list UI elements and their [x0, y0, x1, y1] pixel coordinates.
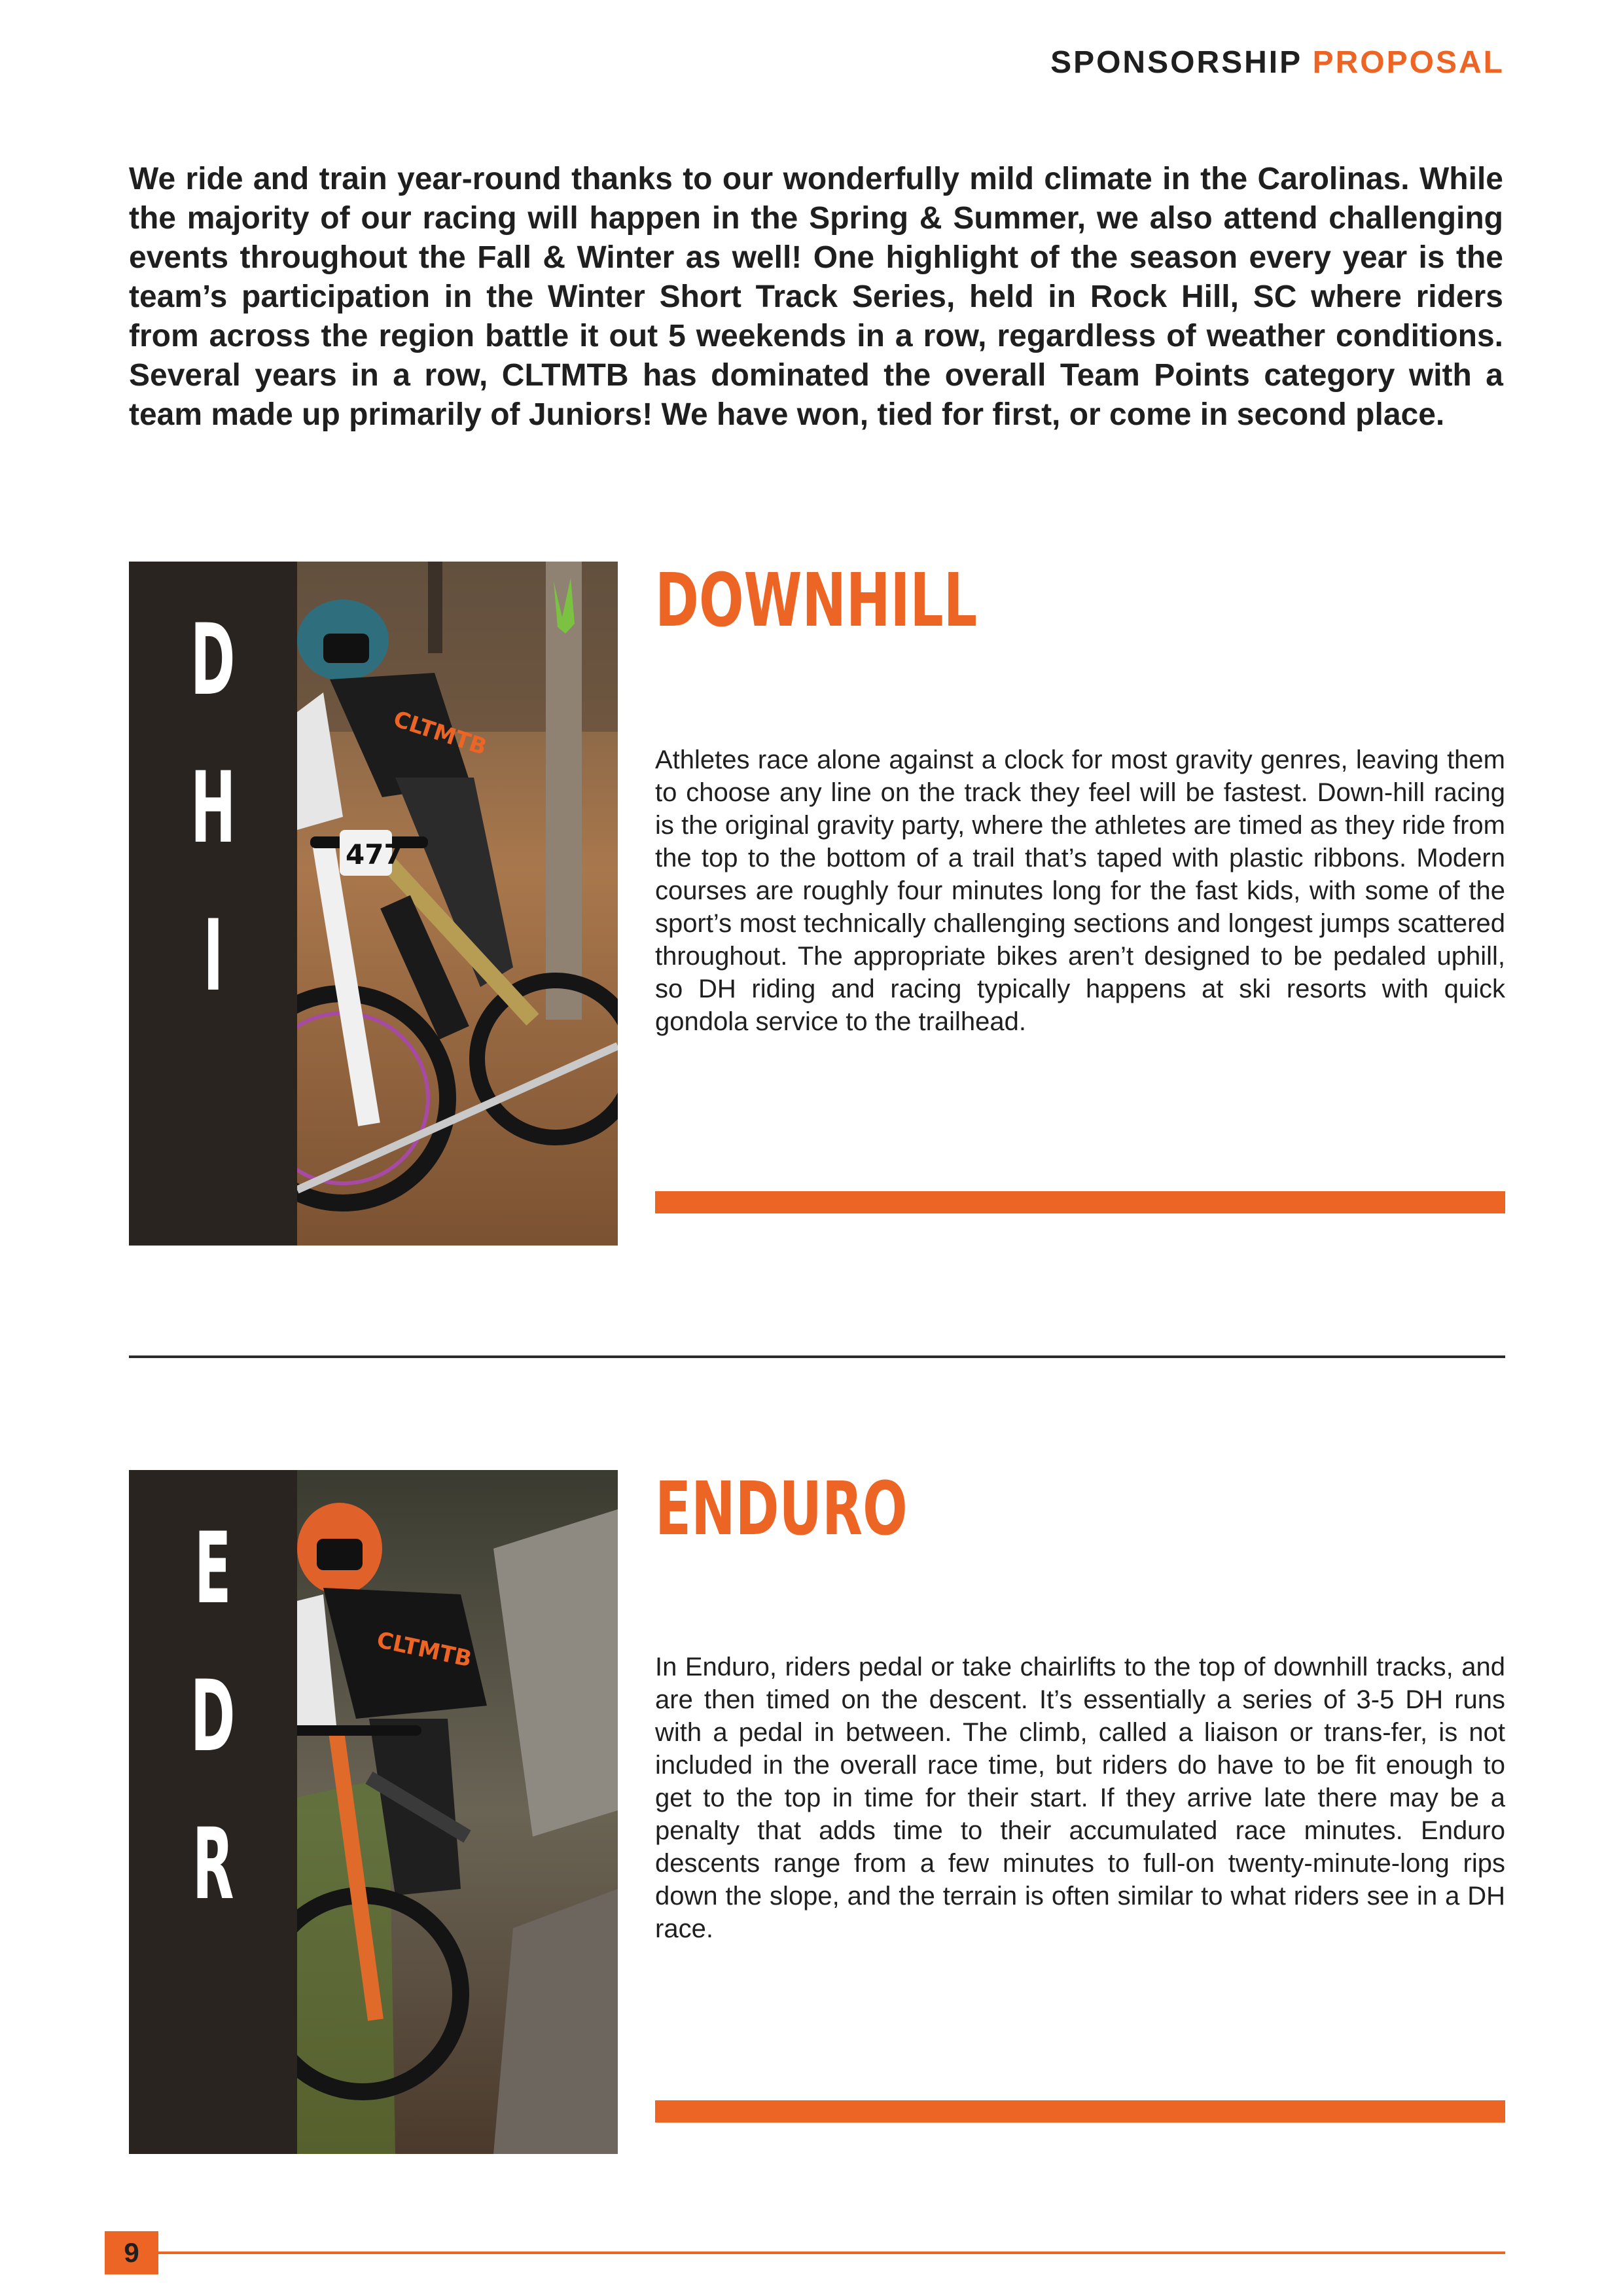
enduro-letter-3: R [192, 1808, 234, 1922]
intro-paragraph: We ride and train year-round thanks to our wonderfully mild climate in the Carolinas. While the majority of our racing will happen in the Spring & Summer, we also attend challenging events throughout the Fall & Winter as well! One highlight of the season every year is the team’s participation in the Winter Short Track Series, held in Rock Hill, SC where riders from across the region battle it out 5 weekends in a row, regardless of weather conditions. Several years in a row, CLTMTB has dominated the overall Team Points category with a team made up primarily of Juniors! We have won, tied for first, or come in second place. [129, 162, 1503, 432]
downhill-letter-1: D [190, 603, 236, 717]
downhill-photo [129, 562, 618, 1246]
downhill-title: DOWNHILL [655, 558, 978, 643]
downhill-accent-bar [655, 1191, 1505, 1213]
section-divider [129, 1355, 1505, 1358]
downhill-jersey-text: CLTMTB [390, 706, 490, 761]
enduro-jersey-text: CLTMTB [374, 1626, 474, 1673]
enduro-section [129, 1467, 1505, 2154]
downhill-section [129, 558, 1505, 1246]
header-title-accent: PROPOSAL [1312, 45, 1505, 80]
page-number: 9 [105, 2231, 158, 2274]
downhill-plate-number: 477 [346, 838, 403, 870]
downhill-body: Athletes race alone against a clock for most gravity genres, leaving them to choose any line on the track they feel will be fastest. Down-hill racing is the original gravity party, where the athletes are timed as they ride from the top to the bottom of a trail that’s taped with plastic ribbons. Modern courses are roughly four minutes long for the fast kids, with some of the sport’s most technically challenging sections and longest jumps scattered throughout. The appropriate bikes aren’t designed to be pedaled uphill, so DH riding and racing typically happens at ski resorts with quick gondola service to the trailhead. [655, 745, 1505, 1036]
enduro-letter-2: D [190, 1660, 236, 1774]
enduro-letter-1: E [194, 1512, 232, 1626]
enduro-rider-image [297, 1470, 618, 2154]
downhill-vertical-letters [129, 586, 297, 1030]
downhill-rider-image [297, 562, 618, 1246]
downhill-letter-3: I [203, 899, 223, 1013]
downhill-letter-2: H [190, 751, 236, 865]
enduro-accent-bar [655, 2100, 1505, 2123]
enduro-body: In Enduro, riders pedal or take chairlifts to the top of downhill tracks, and are then timed on the descent. It’s essentially a series of 3-5 DH runs with a pedal in between. The climb, called a liaison or trans-fer, is not included in the overall race time, but riders do have to be fit enough to get to the top in time for their start. If they arrive late there may be a penalty that adds time to their accumulated race minutes. Enduro descents range from a few minutes to full-on twenty-minute-long rips down the slope, and the terrain is often similar to what riders see in a DH race. [655, 1653, 1505, 1943]
enduro-title: ENDURO [655, 1467, 908, 1552]
enduro-vertical-letters [129, 1495, 297, 1939]
page-header [1050, 45, 1505, 81]
footer-rule [158, 2251, 1505, 2254]
header-title-main: SPONSORSHIP [1050, 45, 1302, 80]
enduro-photo [129, 1470, 618, 2154]
